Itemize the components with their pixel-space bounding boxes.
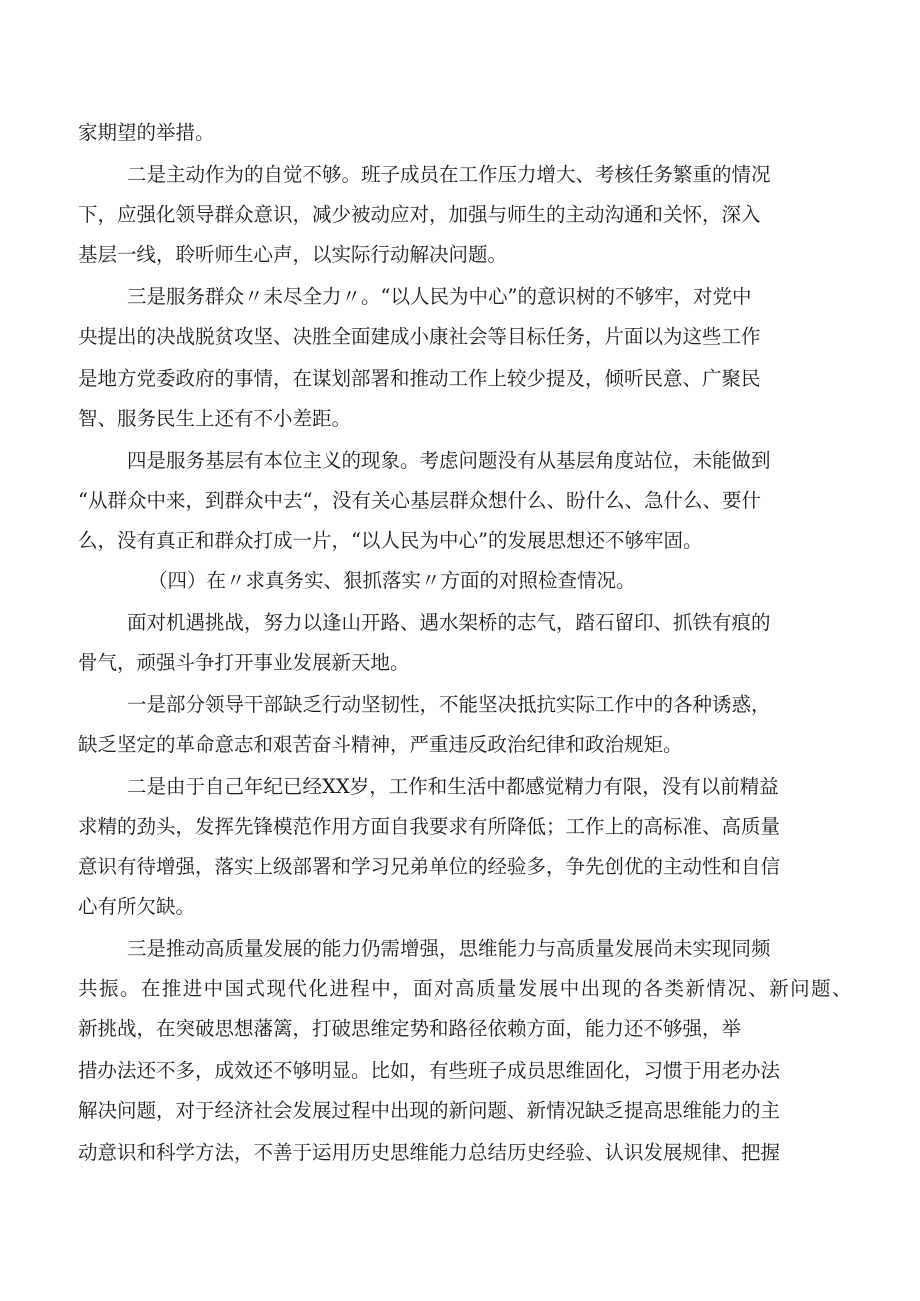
text-line: 措办法还不多，成效还不够明显。比如，有些班子成员思维固化，习惯于用老办法	[78, 1059, 781, 1082]
text-line: 解决问题，对于经济社会发展过程中出现的新问题、新情况缺乏提高思维能力的主	[78, 1099, 781, 1122]
text-line: 是地方党委政府的事情，在谋划部署和推动工作上较少提及，倾听民意、广聚民	[78, 367, 761, 390]
text-line: 心有所欠缺。	[78, 895, 196, 918]
text-line: “从群众中来，到群众中去“，没有关心基层群众想什么、盼什么、急什么、要什	[78, 489, 761, 512]
text-line: 智、服务民生上还有不小差距。	[78, 407, 352, 430]
text-line: 央提出的决战脱贫攻坚、决胜全面建成小康社会等目标任务，片面以为这些工作	[78, 325, 761, 348]
text-line: 动意识和科学方法，不善于运用历史思维能力总结历史经验、认识发展规律、把握	[78, 1141, 781, 1164]
text-line: 求精的劲头，发挥先锋模范作用方面自我要求有所降低；工作上的高标准、高质量	[78, 815, 781, 838]
text-line: 骨气，顽强斗争打开事业发展新天地。	[78, 651, 410, 674]
paragraph-start: 三是服务群众〃未尽全力〃。“以人民为中心”的意识树的不够牢，对党中	[127, 285, 752, 308]
text-line: 共振。在推进中国式现代化进程中，面对高质量发展中出现的各类新情况、新问题、	[78, 977, 853, 1000]
paragraph-start: 二是由于自己年纪已经XX岁，工作和生活中都感觉精力有限，没有以前精益	[127, 775, 779, 798]
text-line: 家期望的举措。	[78, 121, 215, 144]
text-line: 么，没有真正和群众打成一片，“以人民为中心”的发展思想还不够牢固。	[78, 529, 703, 552]
text-line: 意识有待增强，落实上级部署和学习兄弟单位的经验多，争先创优的主动性和自信	[78, 855, 781, 878]
section-heading: （四）在〃求真务实、狠抓落实〃方面的对照检查情况。	[148, 569, 636, 592]
paragraph-start: 四是服务基层有本位主义的现象。考虑问题没有从基层角度站位，未能做到	[127, 449, 771, 472]
paragraph-start: 一是部分领导干部缺乏行动坚韧性，不能坚决抵抗实际工作中的各种诱惑，	[127, 693, 771, 716]
text-line: 新挑战，在突破思想藩篱，打破思维定势和路径依赖方面，能力还不够强，举	[78, 1017, 742, 1040]
text-line: 缺乏坚定的革命意志和艰苦奋斗精神，严重违反政治纪律和政治规矩。	[78, 733, 683, 756]
paragraph-start: 二是主动作为的自觉不够。班子成员在工作压力增大、考核任务繁重的情况	[127, 163, 771, 186]
text-line: 基层一线，聆听师生心声，以实际行动解决问题。	[78, 243, 508, 266]
paragraph-start: 面对机遇挑战，努力以逢山开路、遇水架桥的志气，踏石留印、抓铁有痕的	[127, 611, 771, 634]
text-line: 下，应强化领导群众意识，减少被动应对，加强与师生的主动沟通和关怀，深入	[78, 203, 761, 226]
paragraph-start: 三是推动高质量发展的能力仍需增强，思维能力与高质量发展尚未实现同频	[127, 937, 771, 960]
